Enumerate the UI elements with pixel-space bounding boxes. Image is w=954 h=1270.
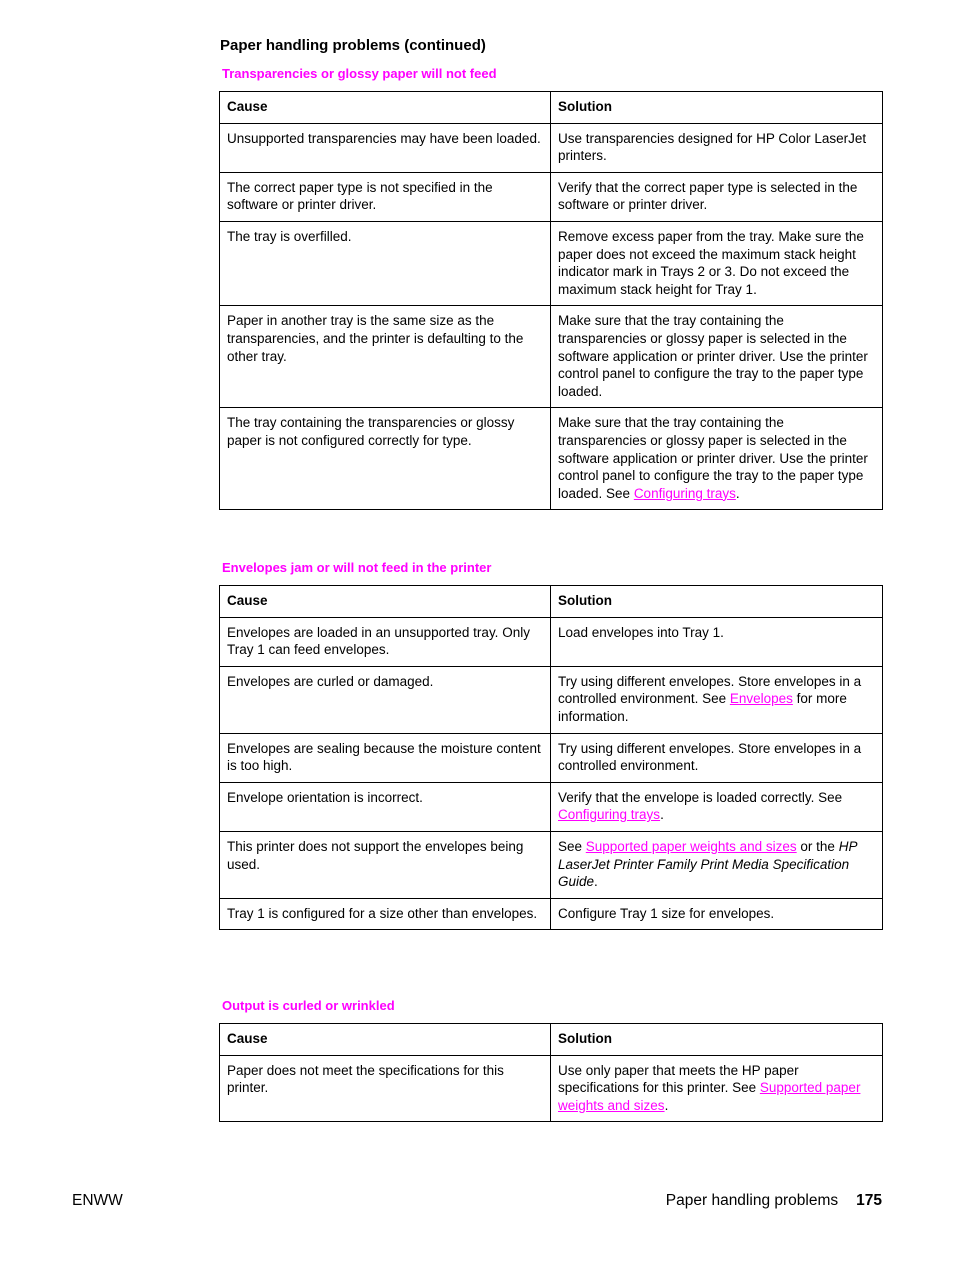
solution-text-end: . [664, 1097, 669, 1113]
table-row [220, 1055, 883, 1122]
section-title-output-curled: Output is curled or wrinkled [222, 998, 395, 1013]
solution-cell: Use transparencies designed for HP Color LaserJet printers. [551, 123, 883, 172]
solution-cell [551, 666, 883, 733]
print-media-guide-title: HP LaserJet Printer Family Print Media Specification Guide [558, 838, 857, 890]
envelopes-link[interactable]: Envelopes [729, 691, 793, 707]
solution-cell: Remove excess paper from the tray. Make sure the paper does not exceed the maximum stack height indicator mark in Trays 2 or 3. Do not exceed the maximum stack height for Tray 1. [551, 221, 883, 305]
solution-cell: Try using different envelopes. Store envelopes in a controlled environment. [551, 733, 883, 782]
solution-text: See [558, 838, 586, 854]
solution-cell: Verify that the correct paper type is selected in the software or printer driver. [551, 172, 883, 221]
cause-cell: The tray is overfilled. [220, 221, 551, 305]
solution-cell [551, 782, 883, 831]
table-row [220, 666, 883, 733]
cause-cell: Paper in another tray is the same size as the transparencies, and the printer is defaulting to the other tray. [220, 306, 551, 408]
cause-cell: Envelopes are loaded in an unsupported tray. Only Tray 1 can feed envelopes. [220, 617, 551, 666]
solution-text-mid: or the [796, 838, 839, 854]
table-row [220, 898, 883, 930]
table-header-row [220, 1024, 883, 1056]
footer-section-name: Paper handling problems [665, 1192, 839, 1209]
table-header-row [220, 586, 883, 618]
cause-column-header: Cause [220, 586, 551, 618]
solution-cell [551, 831, 883, 898]
solution-text-end: for more information. [558, 691, 847, 724]
solution-text-end: . [594, 874, 598, 890]
solution-cell [551, 408, 883, 510]
solution-cell: Load envelopes into Tray 1. [551, 617, 883, 666]
table-header-row [220, 92, 883, 124]
footer-publication-code: ENWW [72, 1192, 123, 1209]
cause-cell: Paper does not meet the specifications for this printer. [220, 1055, 551, 1122]
page-number: 175 [856, 1192, 882, 1209]
table-row [220, 221, 883, 305]
section-title-envelopes: Envelopes jam or will not feed in the printer [222, 560, 492, 575]
cause-cell: Envelope orientation is incorrect. [220, 782, 551, 831]
table-row [220, 306, 883, 408]
solution-cell: Make sure that the tray containing the transparencies or glossy paper is selected in the software application or printer driver. Use the printer control panel to configure the tray to the paper type loaded. [551, 306, 883, 408]
solution-column-header: Solution [551, 92, 883, 124]
supported-paper-weights-link[interactable]: Supported paper weights and sizes [558, 1080, 861, 1113]
cause-cell: Envelopes are curled or damaged. [220, 666, 551, 733]
table-row [220, 172, 883, 221]
cause-cell: Unsupported transparencies may have been loaded. [220, 123, 551, 172]
supported-paper-weights-link[interactable]: Supported paper weights and sizes [585, 838, 797, 854]
table-row [220, 733, 883, 782]
configuring-trays-link[interactable]: Configuring trays [633, 485, 736, 501]
solution-cell: Configure Tray 1 size for envelopes. [551, 898, 883, 930]
section-title-transparencies: Transparencies or glossy paper will not feed [222, 66, 497, 81]
configuring-trays-link[interactable]: Configuring trays [558, 807, 661, 823]
table-row [220, 782, 883, 831]
troubleshooting-table-transparencies [219, 91, 883, 510]
cause-cell: This printer does not support the envelopes being used. [220, 831, 551, 898]
cause-cell: The tray containing the transparencies or glossy paper is not configured correctly for type. [220, 408, 551, 510]
table-row [220, 408, 883, 510]
solution-text-end: . [660, 807, 664, 823]
solution-text-end: . [735, 485, 740, 501]
cause-cell: The correct paper type is not specified in the software or printer driver. [220, 172, 551, 221]
cause-column-header: Cause [220, 1024, 551, 1056]
footer-page-info [666, 1192, 882, 1210]
solution-text: Make sure that the tray containing the transparencies or glossy paper is selected in the software application or printer driver. Use the printer control panel to configure the tray to the paper type loaded. See [558, 415, 868, 501]
solution-text: Use only paper that meets the HP paper specifications for this printer. See [558, 1062, 799, 1096]
cause-cell: Tray 1 is configured for a size other than envelopes. [220, 898, 551, 930]
troubleshooting-table-envelopes [219, 585, 883, 930]
solution-text: Verify that the envelope is loaded correctly. See [558, 789, 843, 805]
page-heading: Paper handling problems (continued) [220, 37, 486, 54]
cause-column-header: Cause [220, 92, 551, 124]
solution-column-header: Solution [551, 586, 883, 618]
solution-column-header: Solution [551, 1024, 883, 1056]
table-row [220, 617, 883, 666]
solution-cell [551, 1055, 883, 1122]
solution-text: Try using different envelopes. Store envelopes in a controlled environment. See [558, 673, 862, 707]
cause-cell: Envelopes are sealing because the moisture content is too high. [220, 733, 551, 782]
troubleshooting-table-output [219, 1023, 883, 1122]
table-row [220, 123, 883, 172]
table-row [220, 831, 883, 898]
